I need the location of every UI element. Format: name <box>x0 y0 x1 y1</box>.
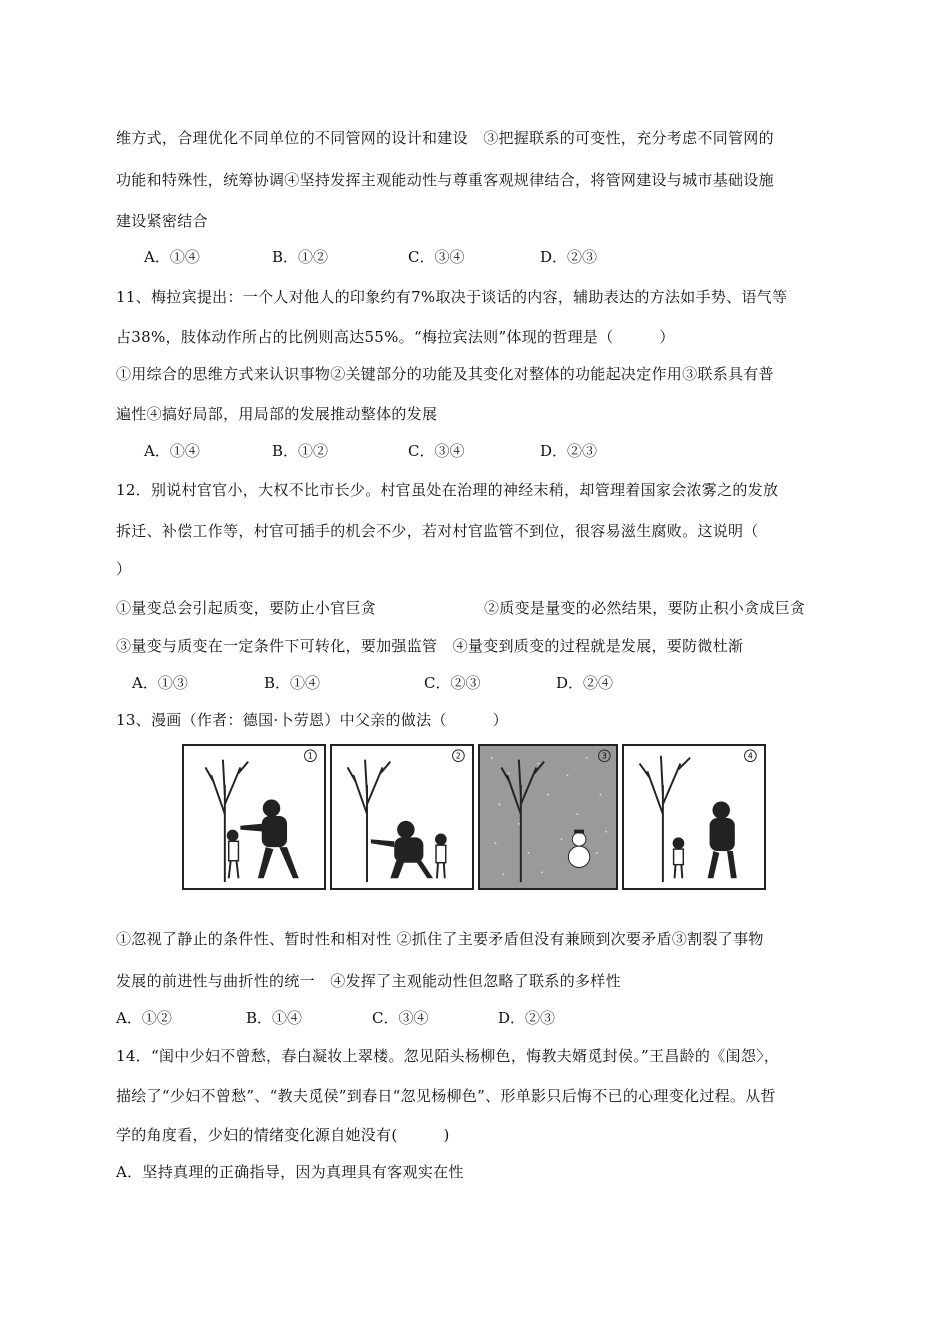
comic-strip <box>182 744 766 890</box>
q14-option-a: A．坚持真理的正确指导，因为真理具有客观实在性 <box>116 1163 464 1181</box>
q11-option-b: B．①② <box>272 442 329 460</box>
comic-panel-2-drawing <box>332 746 472 888</box>
q13-option-c: C．③④ <box>372 1009 429 1027</box>
q10-option-a: A．①④ <box>144 248 200 266</box>
q11-option-c: C．③④ <box>408 442 465 460</box>
comic-panel-2 <box>330 744 474 890</box>
q12-text-line-3: ） <box>116 560 132 578</box>
q12-option-b: B．①④ <box>264 674 321 692</box>
q12-text-line-1: 12．别说村官官小，大权不比市长少。村官虽处在治理的神经末稍，却管理着国家会浓雾之的发放 <box>116 481 779 499</box>
comic-panel-1 <box>182 744 326 890</box>
q13-option-b: B．①④ <box>246 1009 303 1027</box>
comic-panel-2-number: 2 <box>455 751 461 761</box>
comic-panel-3-number: 3 <box>601 751 607 761</box>
q11-text-line-1: 11、梅拉宾提出：一个人对他人的印象约有7%取决于谈话的内容，辅助表达的方法如手势、语气等 <box>116 288 788 306</box>
q10-option-d: D．②③ <box>540 248 598 266</box>
comic-panel-3-drawing <box>480 746 616 888</box>
snowman-icon <box>568 830 589 868</box>
q12-text-line-2: 拆迁、补偿工作等，村官可插手的机会不少，若对村官监管不到位，很容易滋生腐败。这说明（ <box>116 522 759 540</box>
q13-option-a: A．①② <box>116 1009 172 1027</box>
q10-option-b: B．①② <box>272 248 329 266</box>
q12-option-a: A．①③ <box>132 674 188 692</box>
q13-statement-line-2: 发展的前进性与曲折性的统一 ④发挥了主观能动性但忽略了联系的多样性 <box>116 972 621 990</box>
comic-panel-3 <box>478 744 618 890</box>
q10-text-line-1: 维方式，合理优化不同单位的不同管网的设计和建设 ③把握联系的可变性，充分考虑不同管网的 <box>116 129 774 147</box>
q12-option-d: D．②④ <box>556 674 614 692</box>
q11-text-line-2: 占38%，肢体动作所占的比例则高达55%。“梅拉宾法则”体现的哲理是（ ） <box>116 328 675 346</box>
q11-text-line-3: ①用综合的思维方式来认识事物②关键部分的功能及其变化对整体的功能起决定作用③联系具有普 <box>116 365 774 383</box>
q14-text-line-2: 描绘了“少妇不曾愁”、“教夫觅侯”到春日“忽见杨柳色”、形单影只后悔不已的心理变化过程。从哲 <box>116 1087 776 1105</box>
q10-text-line-3: 建设紧密结合 <box>116 212 208 230</box>
q12-option-c: C．②③ <box>424 674 481 692</box>
q12-statement-2: ②质变是量变的必然结果，要防止积小贪成巨贪 <box>484 599 806 617</box>
q11-option-a: A．①④ <box>144 442 200 460</box>
q13-statement-line-1: ①忽视了静止的条件性、暂时性和相对性 ②抓住了主要矛盾但没有兼顾到次要矛盾③割裂了事物 <box>116 930 764 948</box>
q10-option-c: C．③④ <box>408 248 465 266</box>
q14-text-line-3: 学的角度看，少妇的情绪变化源自她没有( ) <box>116 1126 450 1144</box>
q14-text-line-1: 14．“闺中少妇不曾愁，春白凝妆上翠楼。忽见陌头杨柳色，悔教夫婿觅封侯。”王昌龄的《闺怨〉， <box>116 1047 780 1065</box>
comic-panel-4-drawing <box>624 746 764 888</box>
q11-text-line-4: 遍性④搞好局部，用局部的发展推动整体的发展 <box>116 405 438 423</box>
q10-text-line-2: 功能和特殊性，统筹协调④坚持发挥主观能动性与尊重客观规律结合，将管网建设与城市基础设施 <box>116 171 774 189</box>
q13-text-line-1: 13、漫画（作者：德国·卜劳恩）中父亲的做法（ ） <box>116 711 508 729</box>
q12-statement-1: ①量变总会引起质变，要防止小官巨贪 <box>116 599 377 617</box>
comic-panel-1-drawing <box>184 746 324 888</box>
comic-panel-4 <box>622 744 766 890</box>
q13-option-d: D．②③ <box>498 1009 556 1027</box>
q11-option-d: D．②③ <box>540 442 598 460</box>
comic-panel-4-number: 4 <box>747 751 753 761</box>
comic-panel-1-number: 1 <box>307 751 313 761</box>
q12-statement-3-4: ③量变与质变在一定条件下可转化，要加强监管 ④量变到质变的过程就是发展，要防微杜渐 <box>116 637 744 655</box>
